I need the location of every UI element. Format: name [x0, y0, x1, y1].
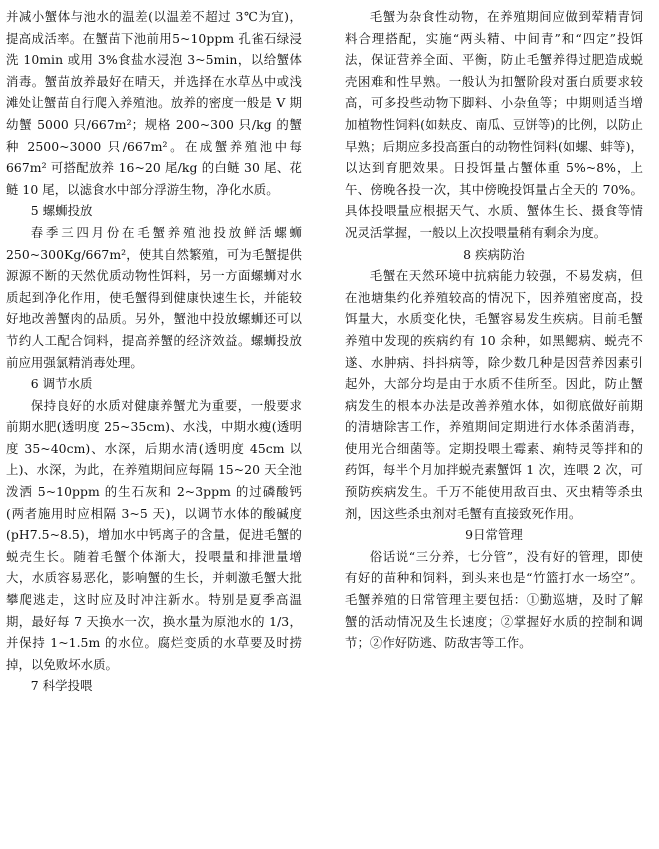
paragraph-daily-management: 俗话说“三分养，七分管”，没有好的管理，即使有好的苗种和饲料，到头来也是“竹篮打水一场空”。毛蟹养殖的日常管理主要包括：①勤巡塘，及时了解蟹的活动情况及生长速度；②掌握好水质的控制和调节；②作好防逃、防敌害等工作。	[345, 548, 643, 651]
paragraph-disease-control: 毛蟹在天然环境中抗病能力较强，不易发病，但在池塘集约化养殖较高的情况下，因养殖密度高，投饵量大，水质变化快，毛蟹容易发生疾病。目前毛蟹养殖中发现的疾病约有 10 余种，如黑鳃病、蜕壳不遂、水肿病、抖抖病等，除少数几种是因营养因素引起外，大部分均是由于水质不佳所至。因此，防止蟹病发生的根本办法是改善养殖水体，如彻底做好前期的清塘除害工作，养殖期间定期进行水体杀菌消毒，使用光合细菌等。定期投喂土霉素、痢特灵等拌和的药饵，每半个月加拌蜕壳素蟹饵 1 次，连喂 2 次，可预防疾病发生。千万不能使用敌百虫、灭虫精等杀虫剂，因这些杀虫剂对毛蟹有直接致死作用。	[345, 268, 643, 521]
paragraph-stocking: 并减小蟹体与池水的温差(以温差不超过 3℃为宜)，提高成活率。在蟹苗下池前用5~10ppm 孔雀石绿浸洗 10min 或用 3%食盐水浸泡 3~5min，以给蟹体消毒。蟹苗放养最好在晴天，并选择在水草丛中或浅滩处让蟹苗自行爬入养殖池。放养的密度一般是 V 期幼蟹 5000 只/667m²；规格 200~300 只/kg 的蟹种 2500~3000 只/667m²。在成蟹养殖池中每 667m² 可搭配放养 16~20 尾/kg 的白鲢 30 尾、花鲢 10 尾，以滤食水中部分浮游生物，净化水质。	[6, 9, 302, 197]
heading-feeding: 7 科学投喂	[30, 678, 93, 694]
paragraph-snail-stocking: 春季三四月份在毛蟹养殖池投放鲜活螺蛳 250~300Kg/667m²，使其自然繁殖，可为毛蟹提供源源不断的天然优质动物性饵料，另一方面螺蛳对水质起到净化作用，使毛蟹得到健康快速生长，并能较好地改善蟹肉的品质。另外，蟹池中投放螺蛳还可以节约人工配合饲料，提高养蟹的经济效益。螺蛳投放前应用强氯精消毒处理。	[6, 224, 302, 370]
paragraph-feeding: 毛蟹为杂食性动物，在养殖期间应做到荤精青饲料合理搭配，实施“两头精、中间青”和“四定”投饵法，保证营养全面、平衡，防止毛蟹养得过肥造成蜕壳困难和性早熟。一般认为扣蟹阶段对蛋白质要求较高，可多投些动物下脚料、小杂鱼等；中期则适当增加植物性饲料(如麸皮、南瓜、豆饼等)的比例，以防止早熟；后期应多投高蛋白的动物性饲料(如螺、蚌等)，以达到育肥效果。日投饵量占蟹体重 5%~8%，上午、傍晚各投一次，其中傍晚投饵量占全天的 70%。具体投喂量应根据天气、水质、蟹体生长、摄食等情况灵活掌握，一般以上次投喂量稍有剩余为度。	[345, 9, 643, 240]
heading-disease-control: 8 疾病防治	[463, 246, 525, 262]
paragraph-water-quality: 保持良好的水质对健康养蟹尤为重要，一般要求前期水肥(透明度 25~35cm)、水浅，中期水瘦(透明度 35~40cm)、水深，后期水清(透明度 45cm 以上)、水深，为此，在养殖期间应每隔 15~20 天全池泼洒 5~10ppm 的生石灰和 2~3ppm 的过磷酸钙(两者施用时应相隔 3~5 天)，以调节水体的酸碱度(pH7.5~8.5)，增加水中钙离子的含量，促进毛蟹的蜕壳生长。随着毛蟹个体渐大，投喂量和排泄量增大，水质容易恶化，影响蟹的生长，并刺激毛蟹大批攀爬逃走，这时应及时冲注新水。特别是夏季高温期，最好每 7 天换水一次，换水量为原池水的 1/3，并保持 1~1.5m 的水位。腐烂变质的水草要及时捞掉，以免败坏水质。	[6, 397, 302, 672]
right-column	[345, 6, 643, 654]
heading-daily-management: 9日常管理	[465, 527, 523, 543]
heading-water-quality: 6 调节水质	[30, 376, 93, 392]
heading-snail-stocking: 5 螺蛳投放	[30, 203, 93, 219]
left-column	[6, 6, 302, 697]
